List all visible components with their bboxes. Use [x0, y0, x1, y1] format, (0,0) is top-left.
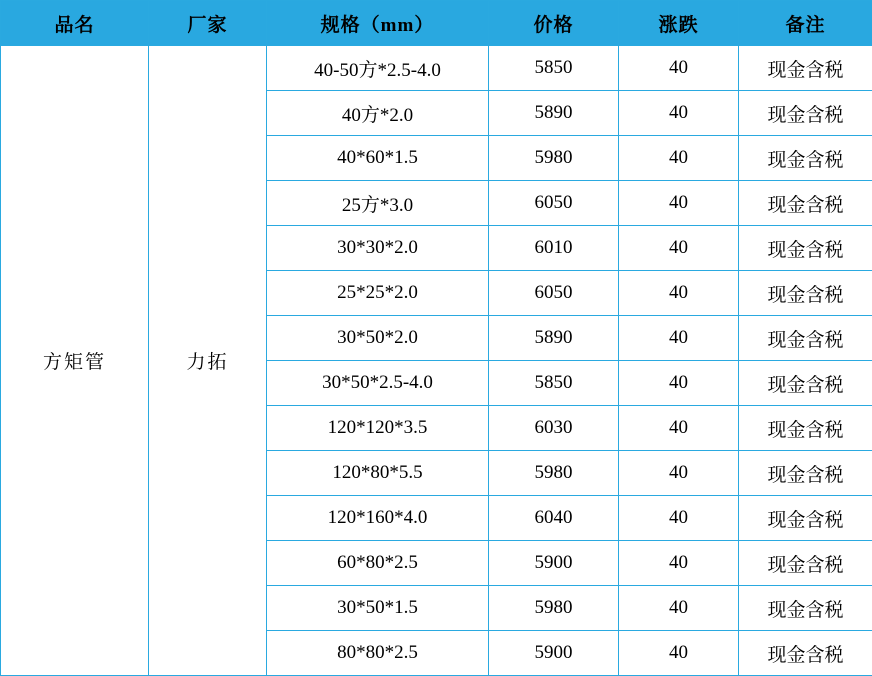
spec-cell: 60*80*2.5	[267, 541, 489, 586]
table-body	[1, 46, 872, 676]
change-cell: 40	[619, 496, 739, 541]
change-cell: 40	[619, 46, 739, 91]
category-cell: 方矩管	[1, 46, 149, 676]
change-cell: 40	[619, 181, 739, 226]
note-cell: 现金含税	[739, 46, 872, 91]
spec-cell: 120*120*3.5	[267, 406, 489, 451]
spec-cell: 80*80*2.5	[267, 631, 489, 676]
change-cell: 40	[619, 586, 739, 631]
spec-cell: 25方*3.0	[267, 181, 489, 226]
spec-cell: 120*80*5.5	[267, 451, 489, 496]
note-cell: 现金含税	[739, 631, 872, 676]
note-cell: 现金含税	[739, 496, 872, 541]
spec-cell: 30*50*2.0	[267, 316, 489, 361]
table-header	[1, 1, 872, 46]
price-cell: 5890	[489, 91, 619, 136]
note-cell: 现金含税	[739, 136, 872, 181]
maker-cell: 力拓	[149, 46, 267, 676]
change-cell: 40	[619, 361, 739, 406]
price-cell: 5890	[489, 316, 619, 361]
note-cell: 现金含税	[739, 316, 872, 361]
spec-cell: 40-50方*2.5-4.0	[267, 46, 489, 91]
price-cell: 5850	[489, 361, 619, 406]
note-cell: 现金含税	[739, 541, 872, 586]
column-header-maker: 厂家	[149, 1, 267, 46]
price-cell: 5900	[489, 541, 619, 586]
price-cell: 6040	[489, 496, 619, 541]
change-cell: 40	[619, 91, 739, 136]
price-cell: 6050	[489, 271, 619, 316]
note-cell: 现金含税	[739, 406, 872, 451]
change-cell: 40	[619, 226, 739, 271]
spec-cell: 30*50*2.5-4.0	[267, 361, 489, 406]
column-header-spec: 规格（mm）	[267, 1, 489, 46]
change-cell: 40	[619, 406, 739, 451]
column-header-change: 涨跌	[619, 1, 739, 46]
change-cell: 40	[619, 316, 739, 361]
change-cell: 40	[619, 451, 739, 496]
spec-cell: 40方*2.0	[267, 91, 489, 136]
note-cell: 现金含税	[739, 271, 872, 316]
change-cell: 40	[619, 136, 739, 181]
spec-cell: 30*30*2.0	[267, 226, 489, 271]
price-cell: 6030	[489, 406, 619, 451]
column-header-price: 价格	[489, 1, 619, 46]
price-cell: 5980	[489, 586, 619, 631]
price-cell: 5900	[489, 631, 619, 676]
change-cell: 40	[619, 271, 739, 316]
price-cell: 6010	[489, 226, 619, 271]
note-cell: 现金含税	[739, 181, 872, 226]
table-header-row	[1, 1, 872, 46]
spec-cell: 25*25*2.0	[267, 271, 489, 316]
spec-cell: 120*160*4.0	[267, 496, 489, 541]
table-row	[1, 46, 872, 91]
price-cell: 5980	[489, 451, 619, 496]
note-cell: 现金含税	[739, 361, 872, 406]
spec-cell: 40*60*1.5	[267, 136, 489, 181]
note-cell: 现金含税	[739, 586, 872, 631]
price-cell: 5850	[489, 46, 619, 91]
change-cell: 40	[619, 541, 739, 586]
spec-cell: 30*50*1.5	[267, 586, 489, 631]
note-cell: 现金含税	[739, 451, 872, 496]
note-cell: 现金含税	[739, 91, 872, 136]
price-cell: 6050	[489, 181, 619, 226]
change-cell: 40	[619, 631, 739, 676]
price-cell: 5980	[489, 136, 619, 181]
column-header-name: 品名	[1, 1, 149, 46]
column-header-note: 备注	[739, 1, 872, 46]
note-cell: 现金含税	[739, 226, 872, 271]
